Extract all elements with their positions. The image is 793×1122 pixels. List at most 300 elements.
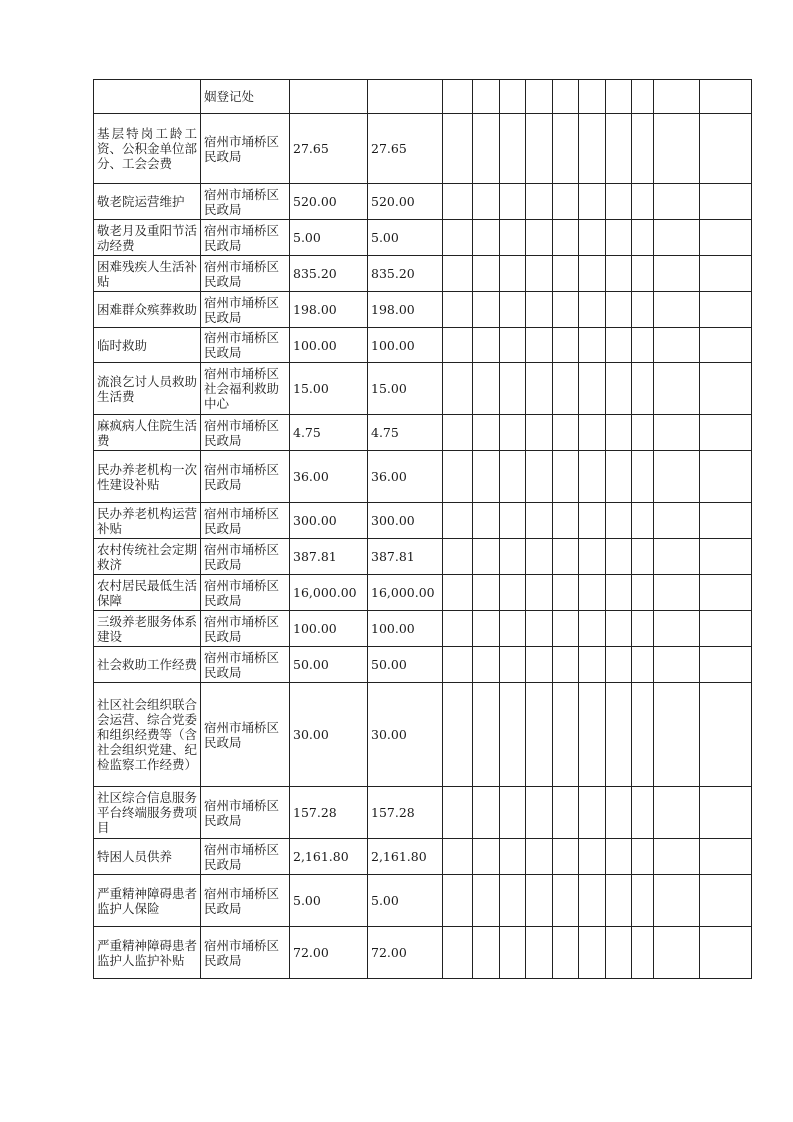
empty-cell — [443, 611, 473, 647]
empty-cell — [443, 647, 473, 683]
empty-cell — [553, 220, 579, 256]
empty-cell — [632, 839, 654, 875]
amount-cell: 5.00 — [290, 220, 368, 256]
empty-cell — [443, 451, 473, 503]
amount2-cell: 520.00 — [368, 184, 443, 220]
unit-cell: 宿州市埇桥区民政局 — [201, 539, 290, 575]
empty-cell — [443, 184, 473, 220]
amount2-cell: 5.00 — [368, 220, 443, 256]
empty-cell — [606, 80, 632, 114]
empty-cell — [526, 539, 553, 575]
amount-cell: 50.00 — [290, 647, 368, 683]
empty-cell — [632, 875, 654, 927]
unit-cell: 宿州市埇桥区民政局 — [201, 256, 290, 292]
empty-cell — [443, 839, 473, 875]
empty-cell — [700, 80, 752, 114]
empty-cell — [654, 839, 700, 875]
empty-cell — [526, 839, 553, 875]
table-row — [94, 415, 752, 451]
unit-cell: 宿州市埇桥区民政局 — [201, 611, 290, 647]
table-row — [94, 292, 752, 328]
empty-cell — [606, 575, 632, 611]
amount-cell: 387.81 — [290, 539, 368, 575]
empty-cell — [606, 611, 632, 647]
amount2-cell: 72.00 — [368, 927, 443, 979]
empty-cell — [473, 80, 500, 114]
empty-cell — [553, 451, 579, 503]
unit-cell: 宿州市埇桥区民政局 — [201, 839, 290, 875]
amount-cell: 4.75 — [290, 415, 368, 451]
amount-cell: 15.00 — [290, 363, 368, 415]
empty-cell — [654, 328, 700, 363]
empty-cell — [553, 875, 579, 927]
empty-cell — [700, 611, 752, 647]
amount2-cell: 36.00 — [368, 451, 443, 503]
empty-cell — [700, 647, 752, 683]
empty-cell — [654, 80, 700, 114]
empty-cell — [526, 184, 553, 220]
project-cell: 农村传统社会定期救济 — [94, 539, 201, 575]
empty-cell — [473, 363, 500, 415]
amount-cell: 27.65 — [290, 114, 368, 184]
empty-cell — [579, 611, 606, 647]
table-row — [94, 539, 752, 575]
empty-cell — [473, 292, 500, 328]
empty-cell — [654, 415, 700, 451]
table-row — [94, 611, 752, 647]
project-cell: 基层特岗工龄工资、公积金单位部分、工会会费 — [94, 114, 201, 184]
empty-cell — [500, 647, 526, 683]
empty-cell — [473, 328, 500, 363]
empty-cell — [443, 503, 473, 539]
empty-cell — [443, 328, 473, 363]
empty-cell — [526, 875, 553, 927]
table-row — [94, 328, 752, 363]
empty-cell — [473, 683, 500, 787]
amount-cell: 300.00 — [290, 503, 368, 539]
unit-cell: 宿州市埇桥区民政局 — [201, 184, 290, 220]
table-row — [94, 575, 752, 611]
unit-cell: 姻登记处 — [201, 80, 290, 114]
project-cell: 严重精神障碍患者监护人监护补贴 — [94, 927, 201, 979]
empty-cell — [632, 539, 654, 575]
empty-cell — [654, 575, 700, 611]
amount2-cell: 100.00 — [368, 611, 443, 647]
empty-cell — [500, 363, 526, 415]
empty-cell — [632, 220, 654, 256]
empty-cell — [700, 328, 752, 363]
empty-cell — [632, 328, 654, 363]
empty-cell — [654, 184, 700, 220]
empty-cell — [606, 647, 632, 683]
empty-cell — [473, 539, 500, 575]
empty-cell — [632, 683, 654, 787]
table-row — [94, 927, 752, 979]
empty-cell — [606, 451, 632, 503]
empty-cell — [579, 184, 606, 220]
empty-cell — [700, 503, 752, 539]
project-cell: 民办养老机构运营补贴 — [94, 503, 201, 539]
empty-cell — [700, 539, 752, 575]
table-row — [94, 683, 752, 787]
empty-cell — [579, 875, 606, 927]
empty-cell — [526, 647, 553, 683]
empty-cell — [700, 683, 752, 787]
empty-cell — [606, 363, 632, 415]
empty-cell — [632, 363, 654, 415]
unit-cell: 宿州市埇桥区民政局 — [201, 451, 290, 503]
unit-cell: 宿州市埇桥区民政局 — [201, 503, 290, 539]
empty-cell — [606, 683, 632, 787]
empty-cell — [473, 503, 500, 539]
empty-cell — [500, 328, 526, 363]
table-row — [94, 363, 752, 415]
empty-cell — [700, 415, 752, 451]
amount-cell: 36.00 — [290, 451, 368, 503]
empty-cell — [526, 220, 553, 256]
empty-cell — [632, 184, 654, 220]
unit-cell: 宿州市埇桥区民政局 — [201, 647, 290, 683]
empty-cell — [553, 415, 579, 451]
unit-cell: 宿州市埇桥区社会福利救助中心 — [201, 363, 290, 415]
empty-cell — [632, 611, 654, 647]
empty-cell — [606, 927, 632, 979]
project-cell: 临时救助 — [94, 328, 201, 363]
empty-cell — [579, 114, 606, 184]
empty-cell — [500, 683, 526, 787]
project-cell: 敬老院运营维护 — [94, 184, 201, 220]
empty-cell — [526, 787, 553, 839]
project-cell: 民办养老机构一次性建设补贴 — [94, 451, 201, 503]
empty-cell — [632, 575, 654, 611]
amount-cell: 16,000.00 — [290, 575, 368, 611]
empty-cell — [579, 363, 606, 415]
empty-cell — [443, 114, 473, 184]
empty-cell — [553, 927, 579, 979]
amount2-cell: 27.65 — [368, 114, 443, 184]
table-row — [94, 875, 752, 927]
amount2-cell: 15.00 — [368, 363, 443, 415]
empty-cell — [526, 256, 553, 292]
empty-cell — [526, 328, 553, 363]
project-cell: 特困人员供养 — [94, 839, 201, 875]
empty-cell — [443, 363, 473, 415]
empty-cell — [700, 787, 752, 839]
empty-cell — [526, 503, 553, 539]
empty-cell — [526, 114, 553, 184]
unit-cell: 宿州市埇桥区民政局 — [201, 875, 290, 927]
empty-cell — [700, 184, 752, 220]
empty-cell — [443, 415, 473, 451]
empty-cell — [700, 575, 752, 611]
amount-cell: 835.20 — [290, 256, 368, 292]
empty-cell — [473, 927, 500, 979]
table-row — [94, 839, 752, 875]
empty-cell — [553, 611, 579, 647]
project-cell: 农村居民最低生活保障 — [94, 575, 201, 611]
empty-cell — [606, 415, 632, 451]
unit-cell: 宿州市埇桥区民政局 — [201, 787, 290, 839]
amount-cell: 5.00 — [290, 875, 368, 927]
empty-cell — [500, 839, 526, 875]
empty-cell — [579, 256, 606, 292]
empty-cell — [526, 363, 553, 415]
empty-cell — [553, 683, 579, 787]
empty-cell — [526, 611, 553, 647]
empty-cell — [500, 451, 526, 503]
unit-cell: 宿州市埇桥区民政局 — [201, 114, 290, 184]
empty-cell — [606, 328, 632, 363]
amount2-cell: 30.00 — [368, 683, 443, 787]
empty-cell — [579, 647, 606, 683]
empty-cell — [473, 256, 500, 292]
table-row — [94, 256, 752, 292]
empty-cell — [632, 292, 654, 328]
empty-cell — [579, 575, 606, 611]
project-cell: 社区社会组织联合会运营、综合党委和组织经费等（含社会组织党建、纪检监察工作经费） — [94, 683, 201, 787]
empty-cell — [606, 256, 632, 292]
table-row — [94, 787, 752, 839]
amount-cell — [290, 80, 368, 114]
project-cell: 流浪乞讨人员救助生活费 — [94, 363, 201, 415]
empty-cell — [526, 80, 553, 114]
empty-cell — [473, 220, 500, 256]
amount-cell: 2,161.80 — [290, 839, 368, 875]
empty-cell — [553, 114, 579, 184]
amount2-cell: 16,000.00 — [368, 575, 443, 611]
empty-cell — [654, 539, 700, 575]
empty-cell — [632, 256, 654, 292]
empty-cell — [700, 220, 752, 256]
empty-cell — [579, 451, 606, 503]
empty-cell — [654, 683, 700, 787]
empty-cell — [606, 787, 632, 839]
unit-cell: 宿州市埇桥区民政局 — [201, 927, 290, 979]
empty-cell — [632, 80, 654, 114]
empty-cell — [632, 927, 654, 979]
budget-table — [93, 79, 752, 979]
empty-cell — [553, 184, 579, 220]
empty-cell — [553, 647, 579, 683]
empty-cell — [553, 363, 579, 415]
empty-cell — [700, 363, 752, 415]
empty-cell — [443, 575, 473, 611]
empty-cell — [579, 839, 606, 875]
empty-cell — [700, 292, 752, 328]
empty-cell — [473, 875, 500, 927]
amount2-cell: 387.81 — [368, 539, 443, 575]
empty-cell — [654, 256, 700, 292]
amount2-cell: 2,161.80 — [368, 839, 443, 875]
empty-cell — [443, 683, 473, 787]
table-row — [94, 184, 752, 220]
unit-cell: 宿州市埇桥区民政局 — [201, 575, 290, 611]
empty-cell — [553, 575, 579, 611]
empty-cell — [579, 683, 606, 787]
empty-cell — [473, 787, 500, 839]
amount2-cell: 100.00 — [368, 328, 443, 363]
empty-cell — [500, 539, 526, 575]
amount-cell: 157.28 — [290, 787, 368, 839]
empty-cell — [500, 875, 526, 927]
empty-cell — [700, 927, 752, 979]
empty-cell — [553, 292, 579, 328]
empty-cell — [526, 575, 553, 611]
empty-cell — [654, 787, 700, 839]
empty-cell — [500, 611, 526, 647]
empty-cell — [579, 539, 606, 575]
empty-cell — [700, 256, 752, 292]
amount-cell: 198.00 — [290, 292, 368, 328]
empty-cell — [473, 451, 500, 503]
empty-cell — [579, 220, 606, 256]
amount2-cell: 835.20 — [368, 256, 443, 292]
empty-cell — [632, 787, 654, 839]
empty-cell — [553, 503, 579, 539]
empty-cell — [606, 839, 632, 875]
project-cell: 敬老月及重阳节活动经费 — [94, 220, 201, 256]
project-cell: 困难群众殡葬救助 — [94, 292, 201, 328]
empty-cell — [579, 503, 606, 539]
unit-cell: 宿州市埇桥区民政局 — [201, 292, 290, 328]
table-row — [94, 114, 752, 184]
table-row — [94, 503, 752, 539]
amount2-cell: 300.00 — [368, 503, 443, 539]
empty-cell — [443, 220, 473, 256]
amount2-cell: 198.00 — [368, 292, 443, 328]
project-cell: 严重精神障碍患者监护人保险 — [94, 875, 201, 927]
empty-cell — [526, 415, 553, 451]
empty-cell — [526, 292, 553, 328]
empty-cell — [700, 839, 752, 875]
empty-cell — [443, 927, 473, 979]
empty-cell — [553, 328, 579, 363]
empty-cell — [553, 839, 579, 875]
project-cell — [94, 80, 201, 114]
empty-cell — [473, 575, 500, 611]
empty-cell — [654, 363, 700, 415]
empty-cell — [443, 80, 473, 114]
empty-cell — [500, 114, 526, 184]
empty-cell — [654, 503, 700, 539]
empty-cell — [579, 415, 606, 451]
table-row — [94, 80, 752, 114]
empty-cell — [500, 787, 526, 839]
empty-cell — [654, 875, 700, 927]
empty-cell — [500, 256, 526, 292]
empty-cell — [579, 927, 606, 979]
amount2-cell — [368, 80, 443, 114]
empty-cell — [526, 683, 553, 787]
empty-cell — [473, 611, 500, 647]
unit-cell: 宿州市埇桥区民政局 — [201, 328, 290, 363]
amount2-cell: 5.00 — [368, 875, 443, 927]
empty-cell — [473, 839, 500, 875]
table-row — [94, 647, 752, 683]
empty-cell — [654, 292, 700, 328]
empty-cell — [579, 80, 606, 114]
empty-cell — [632, 114, 654, 184]
empty-cell — [606, 220, 632, 256]
empty-cell — [606, 292, 632, 328]
unit-cell: 宿州市埇桥区民政局 — [201, 220, 290, 256]
empty-cell — [700, 114, 752, 184]
empty-cell — [443, 787, 473, 839]
empty-cell — [579, 328, 606, 363]
amount-cell: 100.00 — [290, 328, 368, 363]
empty-cell — [500, 575, 526, 611]
empty-cell — [443, 292, 473, 328]
empty-cell — [632, 451, 654, 503]
empty-cell — [473, 114, 500, 184]
empty-cell — [526, 451, 553, 503]
empty-cell — [700, 451, 752, 503]
empty-cell — [606, 503, 632, 539]
empty-cell — [553, 256, 579, 292]
empty-cell — [473, 647, 500, 683]
project-cell: 社区综合信息服务平台终端服务费项目 — [94, 787, 201, 839]
amount-cell: 30.00 — [290, 683, 368, 787]
project-cell: 社会救助工作经费 — [94, 647, 201, 683]
table-row — [94, 220, 752, 256]
amount2-cell: 157.28 — [368, 787, 443, 839]
empty-cell — [553, 787, 579, 839]
empty-cell — [654, 927, 700, 979]
project-cell: 三级养老服务体系建设 — [94, 611, 201, 647]
project-cell: 麻疯病人住院生活费 — [94, 415, 201, 451]
empty-cell — [500, 220, 526, 256]
empty-cell — [606, 184, 632, 220]
amount-cell: 100.00 — [290, 611, 368, 647]
empty-cell — [654, 647, 700, 683]
empty-cell — [632, 503, 654, 539]
project-cell: 困难残疾人生活补贴 — [94, 256, 201, 292]
empty-cell — [654, 220, 700, 256]
amount-cell: 520.00 — [290, 184, 368, 220]
empty-cell — [700, 875, 752, 927]
empty-cell — [579, 292, 606, 328]
empty-cell — [579, 787, 606, 839]
empty-cell — [473, 415, 500, 451]
amount2-cell: 50.00 — [368, 647, 443, 683]
empty-cell — [500, 415, 526, 451]
empty-cell — [443, 875, 473, 927]
empty-cell — [500, 503, 526, 539]
amount2-cell: 4.75 — [368, 415, 443, 451]
unit-cell: 宿州市埇桥区民政局 — [201, 415, 290, 451]
empty-cell — [632, 647, 654, 683]
empty-cell — [606, 114, 632, 184]
empty-cell — [526, 927, 553, 979]
empty-cell — [606, 539, 632, 575]
empty-cell — [606, 875, 632, 927]
empty-cell — [553, 80, 579, 114]
empty-cell — [654, 114, 700, 184]
empty-cell — [632, 415, 654, 451]
empty-cell — [500, 80, 526, 114]
empty-cell — [443, 539, 473, 575]
empty-cell — [500, 184, 526, 220]
table-body — [94, 80, 752, 979]
empty-cell — [553, 539, 579, 575]
empty-cell — [443, 256, 473, 292]
empty-cell — [500, 927, 526, 979]
table-row — [94, 451, 752, 503]
empty-cell — [654, 451, 700, 503]
amount-cell: 72.00 — [290, 927, 368, 979]
empty-cell — [500, 292, 526, 328]
unit-cell: 宿州市埇桥区民政局 — [201, 683, 290, 787]
